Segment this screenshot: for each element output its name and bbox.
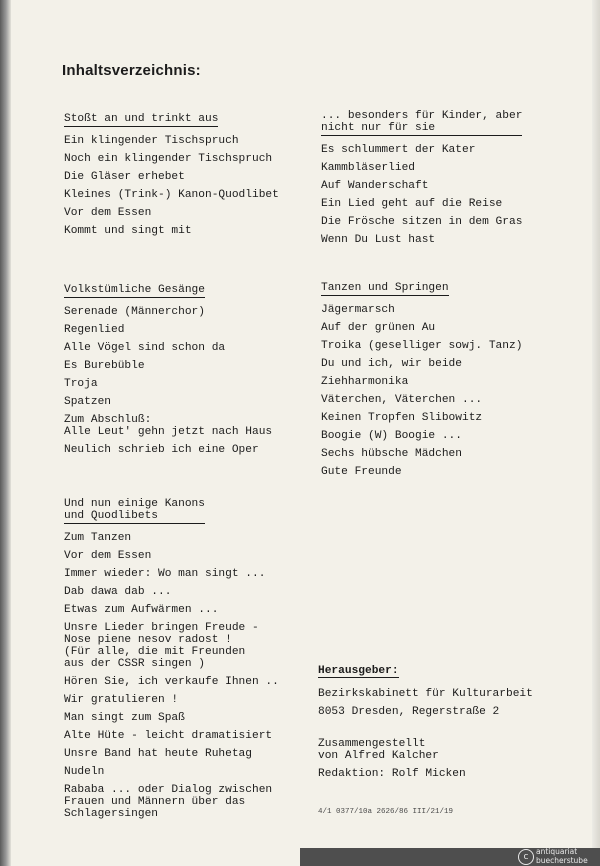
toc-entry: Jägermarsch [321,304,395,316]
toc-entry: Vor dem Essen [64,207,152,219]
toc-entry: Zum Abschluß: Alle Leut' gehn jetzt nach Haus [64,414,273,438]
toc-entry: Ziehharmonika [321,376,409,388]
toc-entry: Hören Sie, ich verkaufe Ihnen .. [64,676,279,688]
toc-entry: Die Frösche sitzen in dem Gras [321,216,523,228]
toc-entry: Dab dawa dab ... [64,586,172,598]
editor: Redaktion: Rolf Micken [318,768,466,780]
toc-entry: Du und ich, wir beide [321,358,462,370]
compiled-by: Zusammengestellt von Alfred Kalcher [318,738,439,762]
toc-section-kinder [321,110,566,246]
book-spine-shadow [0,0,11,866]
watermark-banner [300,848,600,866]
toc-entry: Sechs hübsche Mädchen [321,448,462,460]
toc-entry: Unsre Band hat heute Ruhetag [64,748,252,760]
toc-section-tanzen [321,277,566,478]
section-title: ... besonders für Kinder, aber nicht nur für sie [321,110,523,134]
toc-entry: Man singt zum Spaß [64,712,185,724]
toc-entry: Troika (geselliger sowj. Tanz) [321,340,523,352]
toc-entry: Gute Freunde [321,466,402,478]
toc-entry: Alte Hüte - leicht dramatisiert [64,730,273,742]
toc-entry: Neulich schrieb ich eine Oper [64,444,259,456]
watermark-text [536,848,600,865]
toc-entry: Troja [64,378,98,390]
watermark-line-1: antiquariat [536,847,578,856]
toc-entry: Etwas zum Aufwärmen ... [64,604,219,616]
toc-entry: Regenlied [64,324,125,336]
toc-entry: Auf Wanderschaft [321,180,429,192]
toc-entry: Es schlummert der Kater [321,144,476,156]
toc-entry: Väterchen, Väterchen ... [321,394,483,406]
print-license-code: 4/1 0377/10a 2626/86 III/21/19 [318,808,454,816]
section-title: Volkstümliche Gesänge [64,284,205,296]
watermark-line-2: buecherstube [536,855,588,865]
publisher-block [318,665,578,786]
toc-entry: Ein klingender Tischspruch [64,135,239,147]
toc-entry: Es Burebüble [64,360,145,372]
toc-section-kanons [64,498,314,820]
toc-entry: Unsre Lieder bringen Freude - Nose piene nesov radost ! (Für alle, die mit Freunden aus der CSSR singen ) [64,622,259,670]
publisher-org: Bezirkskabinett für Kulturarbeit [318,688,533,700]
toc-entry: Vor dem Essen [64,550,152,562]
right-column [321,110,566,484]
toc-entry: Nudeln [64,766,105,778]
toc-section-volkstuemliche [64,279,314,456]
page-edge [592,0,600,866]
toc-entry: Immer wieder: Wo man singt ... [64,568,266,580]
toc-entry: Noch ein klingender Tischspruch [64,153,273,165]
toc-entry: Keinen Tropfen Slibowitz [321,412,483,424]
toc-entry: Kammbläserlied [321,162,415,174]
copyright-icon: c [518,849,534,865]
section-title: Und nun einige Kanons und Quodlibets [64,498,205,522]
section-title: Tanzen und Springen [321,282,449,294]
toc-entry: Wir gratulieren ! [64,694,179,706]
left-column [64,108,314,826]
toc-entry: Rababa ... oder Dialog zwischen Frauen und Männern über das Schlagersingen [64,784,273,820]
toc-entry: Zum Tanzen [64,532,132,544]
toc-entry: Auf der grünen Au [321,322,436,334]
toc-entry: Kommt und singt mit [64,225,192,237]
toc-entry: Serenade (Männerchor) [64,306,205,318]
publisher-label: Herausgeber: [318,665,399,677]
page-title: Inhaltsverzeichnis: [62,62,201,79]
toc-entry: Ein Lied geht auf die Reise [321,198,503,210]
toc-entry: Spatzen [64,396,111,408]
toc-entry: Kleines (Trink-) Kanon-Quodlibet [64,189,279,201]
toc-entry: Wenn Du Lust hast [321,234,436,246]
toc-section-stosst-an [64,108,314,237]
toc-entry: Boogie (W) Boogie ... [321,430,462,442]
publisher-address: 8053 Dresden, Regerstraße 2 [318,706,500,718]
toc-entry: Die Gläser erhebet [64,171,185,183]
section-title: Stoßt an und trinkt aus [64,113,219,125]
toc-entry: Alle Vögel sind schon da [64,342,226,354]
